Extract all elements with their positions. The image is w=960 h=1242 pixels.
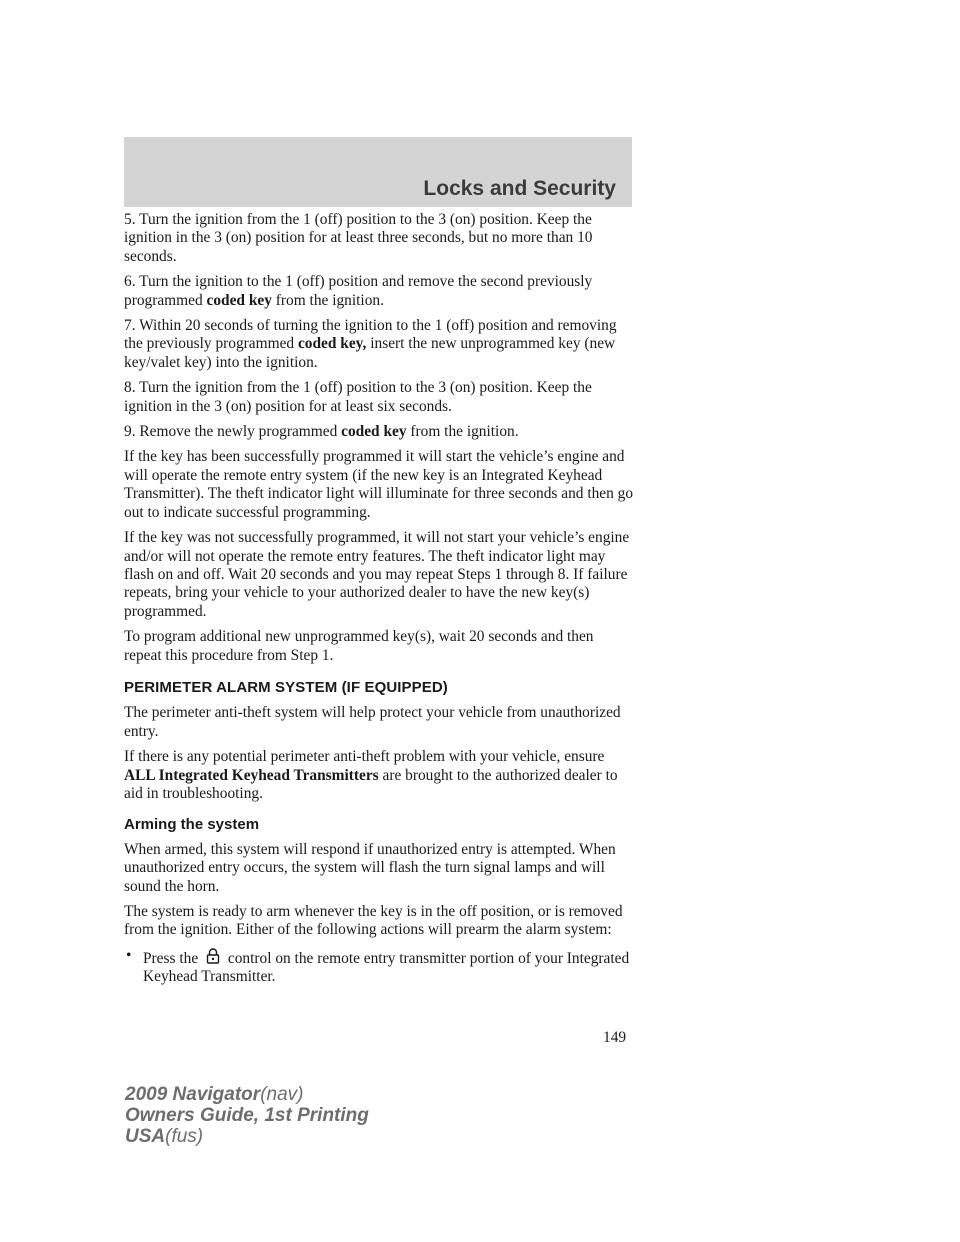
step-5: 5. Turn the ignition from the 1 (off) position to the 3 (on) position. Keep the ignition in the 3 (on) position for at least three seconds, but no more than 10 seconds.: [124, 211, 593, 265]
arming-heading: Arming the system: [124, 816, 260, 834]
perimeter-paragraph-1: The perimeter anti-theft system will help protect your vehicle from unauthorized entry.: [124, 704, 621, 740]
bold-term: ALL Integrated Keyhead Transmitters: [124, 766, 379, 784]
lock-icon: [204, 947, 222, 965]
step-7: 7. Within 20 seconds of turning the ignition to the 1 (off) position and removing the previously programmed coded key, insert the new unprogrammed key (new key/valet key) into the ignition.: [124, 317, 617, 371]
failure-paragraph: If the key was not successfully programmed, it will not start your vehicle’s engine and/or will not operate the remote entry features. The theft indicator light may flash on and off. Wait 20 seconds and you may repeat Steps 1 through 8. If failure repeats, bring your vehicle to your authorized dealer to have the new key(s) programmed.: [124, 529, 630, 620]
step-9: 9. Remove the newly programmed coded key from the ignition.: [124, 423, 519, 441]
bold-term: coded key: [341, 423, 407, 441]
page-content: [124, 211, 634, 994]
perimeter-alarm-heading: PERIMETER ALARM SYSTEM (IF EQUIPPED): [124, 678, 448, 696]
arming-paragraph-1: When armed, this system will respond if unauthorized entry is attempted. When unauthorized entry occurs, the system will flash the turn signal lamps and will sound the horn.: [124, 840, 616, 895]
footer-line-3: USA(fus): [125, 1126, 204, 1147]
section-title: Locks and Security: [423, 177, 616, 200]
bold-term: coded key,: [297, 335, 367, 353]
success-paragraph: If the key has been successfully programmed it will start the vehicle’s engine and will operate the remote entry system (if the new key is an Integrated Keyhead Transmitter). The theft indicator light will illuminate for three seconds and then go out to indicate successful programming.: [124, 448, 634, 521]
perimeter-paragraph-2: If there is any potential perimeter anti-theft problem with your vehicle, ensure ALL Integrated Keyhead Transmitters are brought to the authorized dealer to aid in troubleshooting.: [124, 748, 618, 802]
additional-keys-paragraph: To program additional new unprogrammed key(s), wait 20 seconds and then repeat this procedure from Step 1.: [124, 628, 594, 664]
step-8: 8. Turn the ignition from the 1 (off) position to the 3 (on) position. Keep the ignition in the 3 (on) position for at least six seconds.: [124, 379, 592, 415]
section-header-band: [124, 137, 632, 207]
footer-line-1: 2009 Navigator(nav): [125, 1084, 304, 1105]
page-number: 149: [603, 1029, 627, 1046]
bold-term: coded key: [206, 291, 272, 309]
document-footer: [125, 1084, 369, 1147]
bullet-dot: •: [126, 946, 132, 964]
list-item: • Press the control on the remote entry transmitter portion of your Integrated Keyhead Transmitter.: [126, 946, 630, 986]
step-6: 6. Turn the ignition to the 1 (off) position and remove the second previously programmed coded key from the ignition.: [124, 273, 593, 309]
arming-paragraph-2: The system is ready to arm whenever the key is in the off position, or is removed from the ignition. Either of the following actions will prearm the alarm system:: [124, 903, 623, 939]
footer-line-2: Owners Guide, 1st Printing: [125, 1105, 369, 1126]
